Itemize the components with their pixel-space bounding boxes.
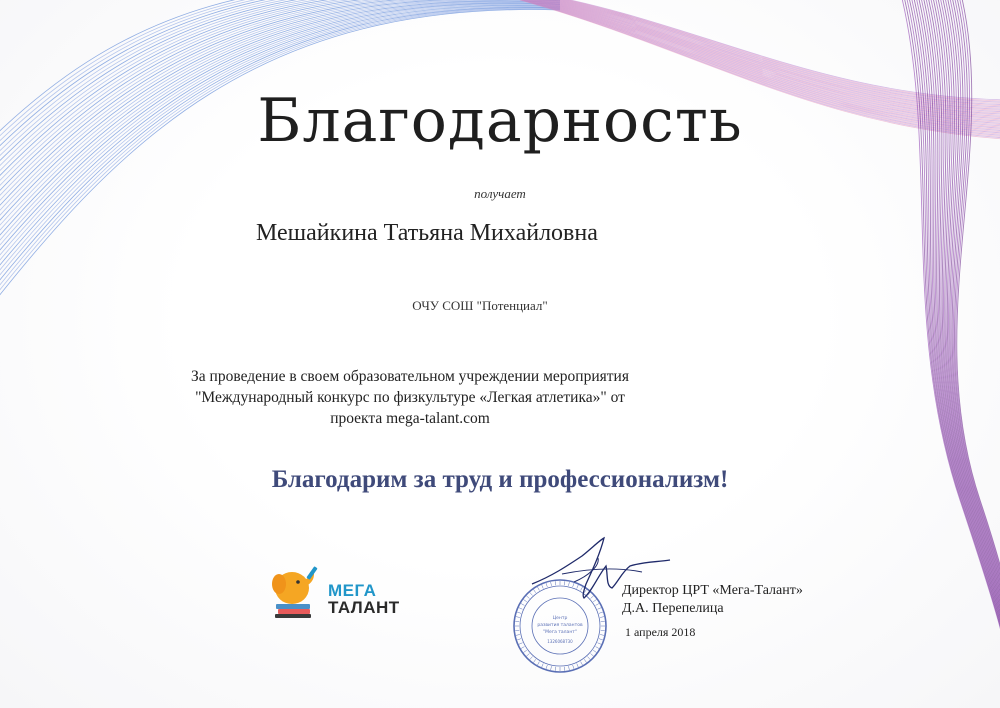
stamp-line-1: Центр xyxy=(552,616,568,621)
receives-label: получает xyxy=(474,186,526,201)
signatory-position: Директор ЦРТ «Мега-Талант» xyxy=(622,583,803,598)
reason-text xyxy=(160,366,660,429)
stamp-line-2: развития талантов xyxy=(537,623,583,628)
reason-line: За проведение в своем образовательном учреждении мероприятия xyxy=(191,368,629,385)
stamp-number: 1326068730 xyxy=(547,639,573,644)
signatory-name: Д.А. Перепелица xyxy=(622,601,724,616)
reason-line: проекта mega-talant.com xyxy=(330,410,490,427)
reason-line: "Международный конкурс по физкультуре «Легкая атлетика»" от xyxy=(195,389,625,406)
organization-name: ОЧУ СОШ "Потенциал" xyxy=(412,298,548,313)
elephant-icon xyxy=(270,564,328,620)
stamp-line-3: "Мега талант" xyxy=(543,630,577,635)
issue-date: 1 апреля 2018 xyxy=(625,625,696,639)
logo-text-talant: ТАЛАНТ xyxy=(328,598,400,617)
signatory-block xyxy=(622,582,803,618)
thanks-message: Благодарим за труд и профессионализм! xyxy=(271,466,729,493)
mega-talant-logo xyxy=(270,564,410,620)
recipient-name: Мешайкина Татьяна Михайловна xyxy=(256,220,598,246)
certificate-title: Благодарность xyxy=(257,86,743,156)
logo-text-mega: МЕГА xyxy=(328,581,377,600)
